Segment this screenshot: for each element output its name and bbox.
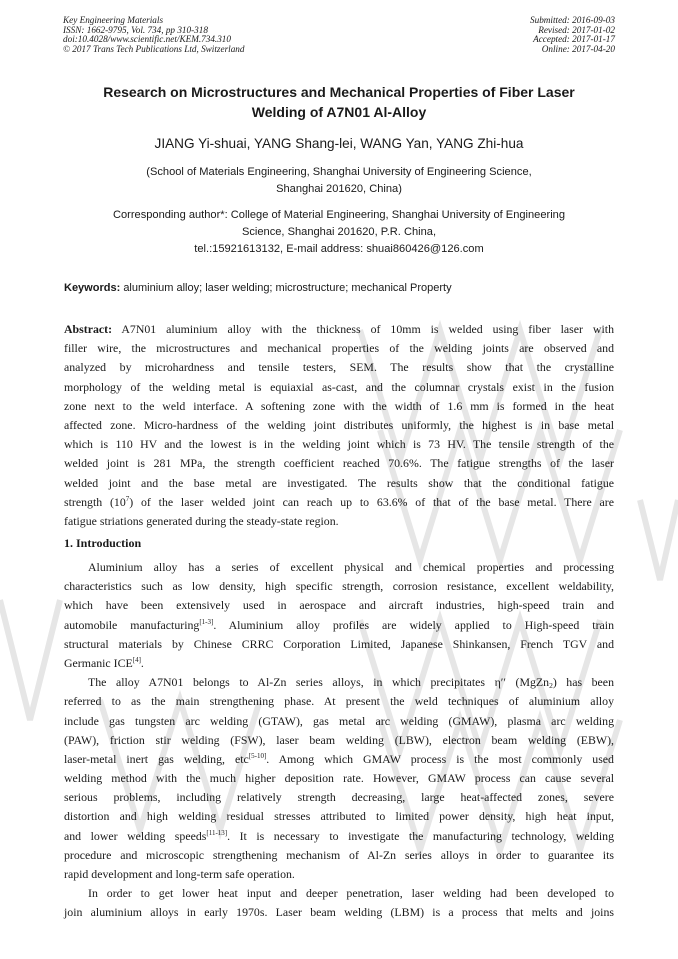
revised-date: Revised: 2017-01-02 <box>538 24 615 35</box>
title-line: Research on Microstructures and Mechanical Properties of Fiber Laser <box>103 84 575 100</box>
body-line <box>64 616 614 635</box>
citation: [5-10] <box>248 751 267 760</box>
body-line: referred to as the main strengthening phase. At present the weld techniques of aluminium alloy <box>64 694 614 709</box>
corresponding-line: Science, Shanghai 201620, P.R. China, <box>241 226 437 238</box>
body-line <box>64 750 614 769</box>
corresponding-author <box>40 207 638 258</box>
body-line: (PAW), friction stir welding (FSW), laser beam welding (LBW), electron beam welding (EBW), <box>64 732 614 747</box>
citation: [1-3] <box>199 617 214 626</box>
body-line <box>64 654 614 673</box>
abstract-line: welded joint is 281 MPa, the strength coefficient reached 70.6%. The fatigue strengths of the laser <box>64 456 614 471</box>
citation: [4] <box>132 655 141 664</box>
body-text: The alloy A7N01 belongs to Al-Zn series alloys, in which precipitates η′′ (MgZn <box>88 675 550 690</box>
section-heading: 1. Introduction <box>64 536 142 550</box>
body-text: and lower welding speeds <box>64 828 207 843</box>
abstract-text: strength (10 <box>64 494 126 509</box>
body-text: ) has been <box>552 675 614 690</box>
body-line: which have been extensively used in aerospace and aircraft industries, high-speed train and <box>64 598 614 613</box>
body-line: In order to get lower heat input and deeper penetration, laser welding had been developed to <box>88 886 614 901</box>
abstract-line: filler wire, the microstructures and mechanical properties of the welding joints are observed and <box>64 341 614 356</box>
title-line: Welding of A7N01 Al-Alloy <box>251 104 427 120</box>
body-text: automobile manufacturing <box>64 617 200 632</box>
subscript: 2 <box>549 681 553 691</box>
exponent: 7 <box>125 494 130 503</box>
citation: [11-13] <box>206 828 228 837</box>
doi-line: doi:10.4028/www.scientific.net/KEM.734.310 <box>63 34 231 45</box>
affiliation <box>40 164 638 198</box>
affiliation-line: (School of Materials Engineering, Shanghai University of Engineering Science, <box>146 166 532 178</box>
accepted-date: Accepted: 2017-01-17 <box>533 34 615 45</box>
abstract-line <box>64 493 614 512</box>
abstract-line: which is 110 HV and the lowest is in the welding joint which is 73 HV. The tensile strength of the <box>64 437 614 452</box>
body-line: include gas tungsten arc welding (GTAW), gas metal arc welding (GMAW), plasma arc welding <box>64 713 614 728</box>
abstract-line <box>64 320 614 339</box>
keywords-text: aluminium alloy; laser welding; microstructure; mechanical Property <box>123 282 452 294</box>
abstract-line: analyzed by microhardness and tensile testers, SEM. The results show that the crystalline <box>64 360 614 375</box>
body-line: structural materials by Chinese CRRC Corporation Limited, Japanese Shinkansen, French TGV and <box>64 636 614 651</box>
body-text: . Aluminium alloy profiles are widely applied to High-speed train <box>213 617 614 632</box>
issn-line: ISSN: 1662-9795, Vol. 734, pp 310-318 <box>63 24 208 35</box>
journal-name: Key Engineering Materials <box>63 15 164 25</box>
contact-line: tel.:15921613132, E-mail address: shuai860426@126.com <box>194 243 484 255</box>
body-text: Germanic ICE <box>64 655 133 670</box>
body-line <box>64 673 614 692</box>
body-text: . It is necessary to investigate the manufacturing technology, welding <box>227 828 614 843</box>
abstract-line: morphology of the welding metal is equiaxial as-cast, and the columnar crystals exist in the fusion <box>64 379 614 394</box>
author-list: JIANG Yi-shuai, YANG Shang-lei, WANG Yan, YANG Zhi-hua <box>154 136 524 151</box>
body-line: procedure and microscopic strengthening mechanism of Al-Zn series alloys in order to guarantee its <box>64 847 614 862</box>
abstract-text: ) of the laser welded joint can reach up to 63.6% of that of the base metal. There are <box>129 494 615 509</box>
journal-info <box>63 16 244 54</box>
keywords <box>64 281 624 296</box>
corresponding-line: Corresponding author*: College of Material Engineering, Shanghai University of Engineering <box>112 209 566 221</box>
abstract-label: Abstract: <box>64 322 113 336</box>
body-line: rapid development and long-term safe operation. <box>64 867 295 881</box>
copyright-line: © 2017 Trans Tech Publications Ltd, Switzerland <box>63 43 245 54</box>
body-line: distortion and high welding residual stresses attributed to limited power density, high heat input, <box>64 809 614 824</box>
submission-dates <box>530 16 615 54</box>
affiliation-line: Shanghai 201620, China) <box>276 183 402 195</box>
body-text: laser-metal inert gas welding, etc <box>64 751 249 766</box>
abstract-line: welded joint and the base metal are investigated. The results show that the conditional fatigue <box>64 475 614 490</box>
body-line: join aluminium alloys in early 1970s. Laser beam welding (LBM) is a process that melts and joins <box>64 905 614 920</box>
body-line: Aluminium alloy has a series of excellent physical and chemical properties and processing <box>88 560 614 574</box>
abstract-text: A7N01 aluminium alloy with the thickness of 10mm is welded using fiber laser with <box>121 322 614 336</box>
paper-title <box>40 82 638 122</box>
online-date: Online: 2017-04-20 <box>541 43 615 54</box>
body-text: . <box>140 655 144 670</box>
abstract-line: affected zone. Micro-hardness of the welding joint distributes uniformly, the highest is in base metal <box>64 417 614 432</box>
body-line <box>64 827 614 846</box>
body-text: . Among which GMAW process is the most commonly used <box>266 751 614 766</box>
abstract-line: zone next to the weld interface. A softening zone with the width of 1.6 mm is formed in the heat <box>64 398 614 413</box>
submitted-date: Submitted: 2016-09-03 <box>530 15 615 25</box>
introduction-text <box>64 558 614 923</box>
abstract <box>64 320 614 531</box>
body-line: serious problems, including relatively strength decreasing, large heat-affected zones, severe <box>64 790 614 805</box>
abstract-line: fatigue striations generated during the steady-state region. <box>64 513 339 528</box>
body-line: characteristics such as low density, high specific strength, corrosion resistance, excellent weldability, <box>64 579 614 594</box>
body-line: welding method with the much higher deposition rate. However, GMAW process can cause several <box>64 771 614 786</box>
keywords-label: Keywords: <box>64 282 121 294</box>
